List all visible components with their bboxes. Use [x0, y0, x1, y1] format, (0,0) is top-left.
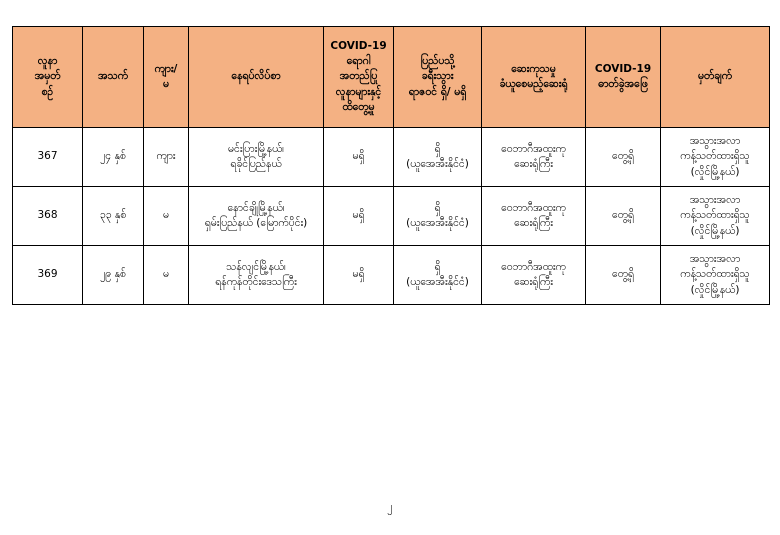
cell-case-number: 368 — [13, 187, 83, 246]
cell-travel: ရှိ (ယူအေအီးနိုင်ငံ) — [394, 128, 482, 187]
cell-address: မင်းပြားမြို့နယ်၊ ရခိုင်ပြည်နယ် — [189, 128, 324, 187]
table-row — [13, 128, 770, 187]
table-row — [13, 246, 770, 305]
header-lab-result: COVID-19 ဓာတ်ခွဲအဖြေ — [586, 27, 661, 128]
header-travel-history: ပြည်ပသို့ ခရီးသွား ရာဇဝင် ရှိ/ မရှိ — [394, 27, 482, 128]
cell-remark: အသွားအလာ ကန့်သတ်ထားရှိသူ (လှိုင်မြို့နယ်) — [661, 187, 770, 246]
cell-age: ၂၉ နှစ် — [83, 246, 144, 305]
header-age: အသက် — [83, 27, 144, 128]
cell-hospital: ဝေဘာဂီအထူးကု ဆေးရုံကြီး — [482, 246, 586, 305]
cell-age: ၂၄ နှစ် — [83, 128, 144, 187]
cell-lab-result: တွေ့ရှိ — [586, 187, 661, 246]
header-remark: မှတ်ချက် — [661, 27, 770, 128]
table-row — [13, 187, 770, 246]
page-number: ၂ — [387, 500, 393, 513]
cell-hospital: ဝေဘာဂီအထူးကု ဆေးရုံကြီး — [482, 187, 586, 246]
cell-remark: အသွားအလာ ကန့်သတ်ထားရှိသူ (လှိုင်မြို့နယ်) — [661, 128, 770, 187]
cell-sex: ကျား — [144, 128, 189, 187]
cell-case-number: 369 — [13, 246, 83, 305]
cell-remark: အသွားအလာ ကန့်သတ်ထားရှိသူ (လှိုင်မြို့နယ်) — [661, 246, 770, 305]
table-body — [13, 128, 770, 305]
cell-age: ၃၃ နှစ် — [83, 187, 144, 246]
cell-sex: မ — [144, 246, 189, 305]
header-sex: ကျား/ မ — [144, 27, 189, 128]
cell-lab-result: တွေ့ရှိ — [586, 128, 661, 187]
cell-contact: မရှိ — [324, 246, 394, 305]
cell-address: နောင်ချိုမြို့နယ်၊ ရှမ်းပြည်နယ် (မြောက်ပိုင်း) — [189, 187, 324, 246]
cell-sex: မ — [144, 187, 189, 246]
header-case-number: လူနာ အမှတ် စဉ် — [13, 27, 83, 128]
cell-travel: ရှိ (ယူအေအီးနိုင်ငံ) — [394, 187, 482, 246]
cell-contact: မရှိ — [324, 187, 394, 246]
cell-case-number: 367 — [13, 128, 83, 187]
cell-address: သန်လျင်မြို့နယ်၊ ရန်ကုန်တိုင်းဒေသကြီး — [189, 246, 324, 305]
cell-lab-result: တွေ့ရှိ — [586, 246, 661, 305]
header-hospital: ဆေးကုသမှု ခံယူစေမည့်ဆေးရုံ — [482, 27, 586, 128]
header-contact: COVID-19 ရောဂါ အတည်ပြု လူနာများနှင့် ထိတွေ့မှု — [324, 27, 394, 128]
header-address: နေရပ်လိပ်စာ — [189, 27, 324, 128]
cell-travel: ရှိ (ယူအေအီးနိုင်ငံ) — [394, 246, 482, 305]
case-table — [12, 26, 770, 305]
cell-hospital: ဝေဘာဂီအထူးကု ဆေးရုံကြီး — [482, 128, 586, 187]
table-header — [13, 27, 770, 128]
header-row — [13, 27, 770, 128]
cell-contact: မရှိ — [324, 128, 394, 187]
